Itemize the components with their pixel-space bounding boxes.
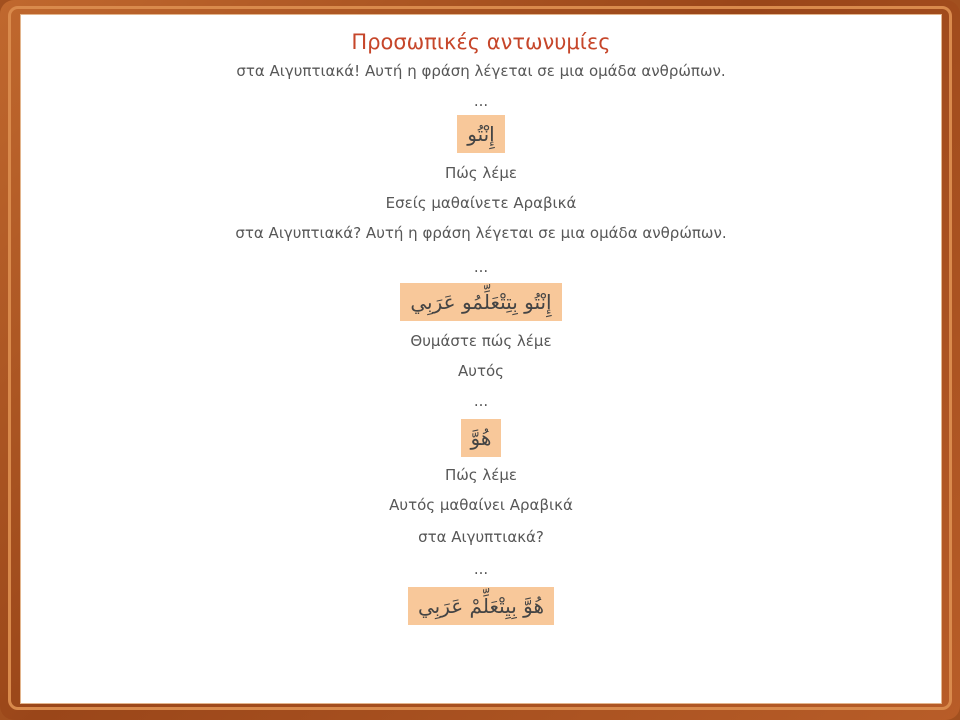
lesson-line: Αυτός μαθαίνει Αραβικά (389, 496, 573, 514)
arabic-phrase: إِنْتُو بِتِتْعَلِّمُو عَرَبِي (400, 283, 561, 321)
arabic-phrase-row (21, 419, 941, 457)
arabic-phrase: هُوَّ بِيِتْعَلِّمْ عَرَبِي (408, 587, 554, 625)
lesson-line: στα Αιγυπτιακά? Αυτή η φράση λέγεται σε μια ομάδα ανθρώπων. (235, 224, 727, 242)
arabic-phrase-row (21, 283, 941, 321)
arabic-phrase-row (21, 115, 941, 153)
arabic-phrase: هُوَّ (461, 419, 502, 457)
ellipsis: ... (473, 92, 489, 110)
lesson-line: στα Αιγυπτιακά! Αυτή η φράση λέγεται σε μια ομάδα ανθρώπων. (236, 62, 726, 80)
lesson-line: Θυμάστε πώς λέμε (410, 332, 552, 350)
page-title: Προσωπικές αντωνυμίες (351, 30, 611, 54)
lesson-line: Εσείς μαθαίνετε Αραβικά (385, 194, 577, 212)
lesson-line: Πώς λέμε (444, 466, 518, 484)
lesson-content (21, 15, 941, 703)
ellipsis: ... (473, 560, 489, 578)
lesson-panel (20, 14, 942, 704)
lesson-line: Πώς λέμε (444, 164, 518, 182)
lesson-line: στα Αιγυπτιακά? (418, 528, 544, 546)
arabic-phrase-row (21, 587, 941, 625)
ellipsis: ... (473, 392, 489, 410)
lesson-line: Αυτός (458, 362, 504, 380)
arabic-phrase: إِنْتُو (457, 115, 505, 153)
ellipsis: ... (473, 258, 489, 276)
